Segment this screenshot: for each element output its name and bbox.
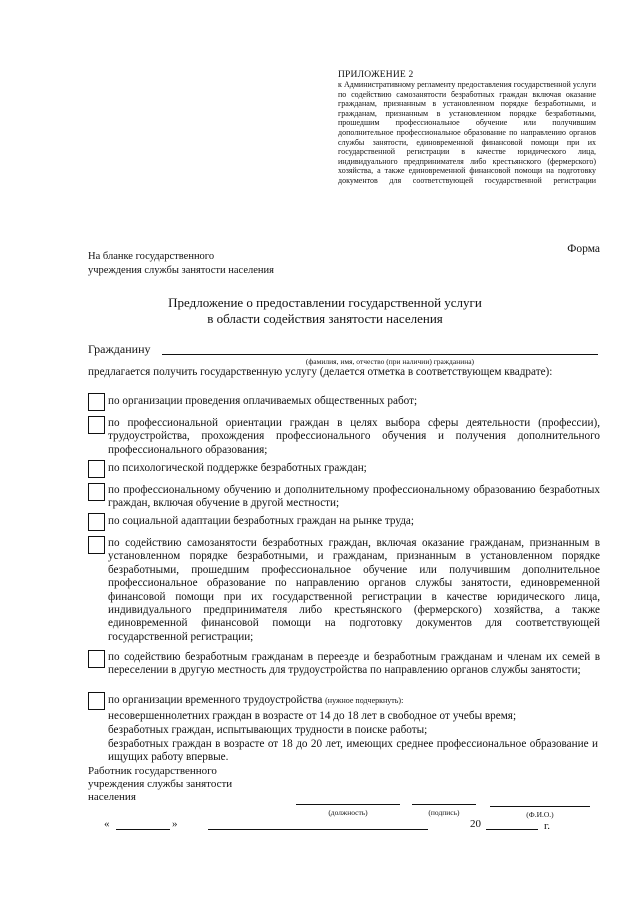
title-line-1: Предложение о предоставлении государственной услуги xyxy=(168,295,482,310)
option-public-works xyxy=(88,393,600,411)
signature-field[interactable] xyxy=(412,804,476,805)
document-title xyxy=(120,295,530,327)
option-relocation xyxy=(88,650,600,692)
option-text-main: по организации временного трудоустройства xyxy=(108,694,323,706)
option-social-adaptation xyxy=(88,513,600,531)
position-field[interactable] xyxy=(296,804,400,805)
option-text: по организации проведения оплачиваемых общественных работ; xyxy=(108,395,418,407)
checkbox-social-adaptation[interactable] xyxy=(88,513,105,531)
option-vocational-training xyxy=(88,483,600,513)
option-note: (нужное подчеркнуть): xyxy=(325,696,404,705)
option-text: по социальной адаптации безработных граждан на рынке труда; xyxy=(108,515,414,527)
signature-hint: (подпись) xyxy=(428,808,460,817)
name-field[interactable] xyxy=(490,806,590,807)
date-close-quote: » xyxy=(172,818,178,830)
citizen-name-field[interactable] xyxy=(162,354,598,355)
year-prefix: 20 xyxy=(470,818,481,830)
month-field[interactable] xyxy=(208,829,428,830)
citizen-label: Гражданину xyxy=(88,342,151,356)
option-text: по содействию самозанятости безработных граждан, включая оказание гражданам, признанным в установленном порядке безработными, и гражданам, признанным в установленном порядке безработными, прошедшим профессиональное обучение или получившим дополнительное профессиональное образование по направлению органов службы занятости, единовременной финансовой помощи при их государственной регистрации в качестве юридического лица, индивидуального предпринимателя либо крестьянского (фермерского) хозяйства, а также единовременной финансовой помощи на подготовку документов для соответствующей государственной регистрации; xyxy=(108,537,600,643)
citizen-name-hint: (фамилия, имя, отчество (при наличии) гражданина) xyxy=(305,357,475,366)
intro-text: предлагается получить государственную услугу (делается отметка в соответствующем квадрате): xyxy=(88,366,553,378)
option-self-employment xyxy=(88,536,600,648)
checkbox-self-employment[interactable] xyxy=(88,536,105,554)
worker-line-3: населения xyxy=(88,791,136,804)
position-hint: (должность) xyxy=(328,808,368,817)
temp-subitem-young-graduates: безработных граждан в возрасте от 18 до 20 лет, имеющих среднее профессиональное образование и ищущих работу впервые. xyxy=(108,738,598,764)
checkbox-career-guidance[interactable] xyxy=(88,416,105,434)
checkbox-psych-support[interactable] xyxy=(88,460,105,478)
letterhead-line-1: На бланке государственного xyxy=(88,251,215,262)
checkbox-public-works[interactable] xyxy=(88,393,105,411)
option-text: по профессиональному обучению и дополнительному профессиональному образованию безработных граждан, включая обучение в другой местности; xyxy=(108,484,600,510)
checkbox-temporary-employment[interactable] xyxy=(88,692,105,710)
form-label: Форма xyxy=(567,243,600,255)
temp-subitem-minors: несовершеннолетних граждан в возрасте от 14 до 18 лет в свободное от учебы время; xyxy=(108,710,517,722)
option-career-guidance xyxy=(88,416,600,460)
date-open-quote: « xyxy=(104,818,110,830)
appendix-title: ПРИЛОЖЕНИЕ 2 xyxy=(338,70,414,80)
year-field[interactable] xyxy=(486,829,538,830)
year-suffix: г. xyxy=(544,820,551,832)
temp-subitem-job-seekers: безработных граждан, испытывающих трудности в поиске работы; xyxy=(108,724,428,736)
day-field[interactable] xyxy=(116,829,170,830)
option-psych-support xyxy=(88,460,600,478)
option-text: по профессиональной ориентации граждан в целях выбора сферы деятельности (профессии), трудоустройства, прохождения профессионального обучения и получения дополнительного профессионального образования; xyxy=(108,417,600,456)
option-text: по психологической поддержке безработных граждан; xyxy=(108,462,367,474)
option-text: по содействию безработным гражданам в переезде и безработным гражданам и членам их семей в переселении в другую местность для трудоустройства по направлению органов службы занятости; xyxy=(108,651,600,677)
checkbox-relocation[interactable] xyxy=(88,650,105,668)
worker-line-1: Работник государственного xyxy=(88,765,217,777)
appendix-text: к Административному регламенту предоставления государственной услуги по содействию самозанятости безработных граждан включая оказание гражданам, признанным в установленном порядке безработными, и гражданам, признанным в установленном порядке безработными, прошедшим профессиональное обучение или получившим дополнительное профессиональное образование по направлению органов службы занятости, единовременной финансовой помощи при их государственной регистрации в качестве юридического лица, индивидуального предпринимателя либо крестьянского (фермерского) хозяйства, а также единовременной финансовой помощи на подготовку документов для соответствующей государственной регистрации xyxy=(338,80,596,185)
worker-label xyxy=(88,765,288,805)
title-line-2: в области содействия занятости населения xyxy=(207,311,443,326)
option-temporary-employment xyxy=(88,692,600,710)
name-hint: (Ф.И.О.) xyxy=(526,810,554,819)
worker-line-2: учреждения службы занятости xyxy=(88,778,233,791)
option-text xyxy=(108,694,600,707)
letterhead-line-2: учреждения службы занятости населения xyxy=(88,265,274,276)
letterhead-note xyxy=(88,250,328,278)
checkbox-vocational-training[interactable] xyxy=(88,483,105,501)
